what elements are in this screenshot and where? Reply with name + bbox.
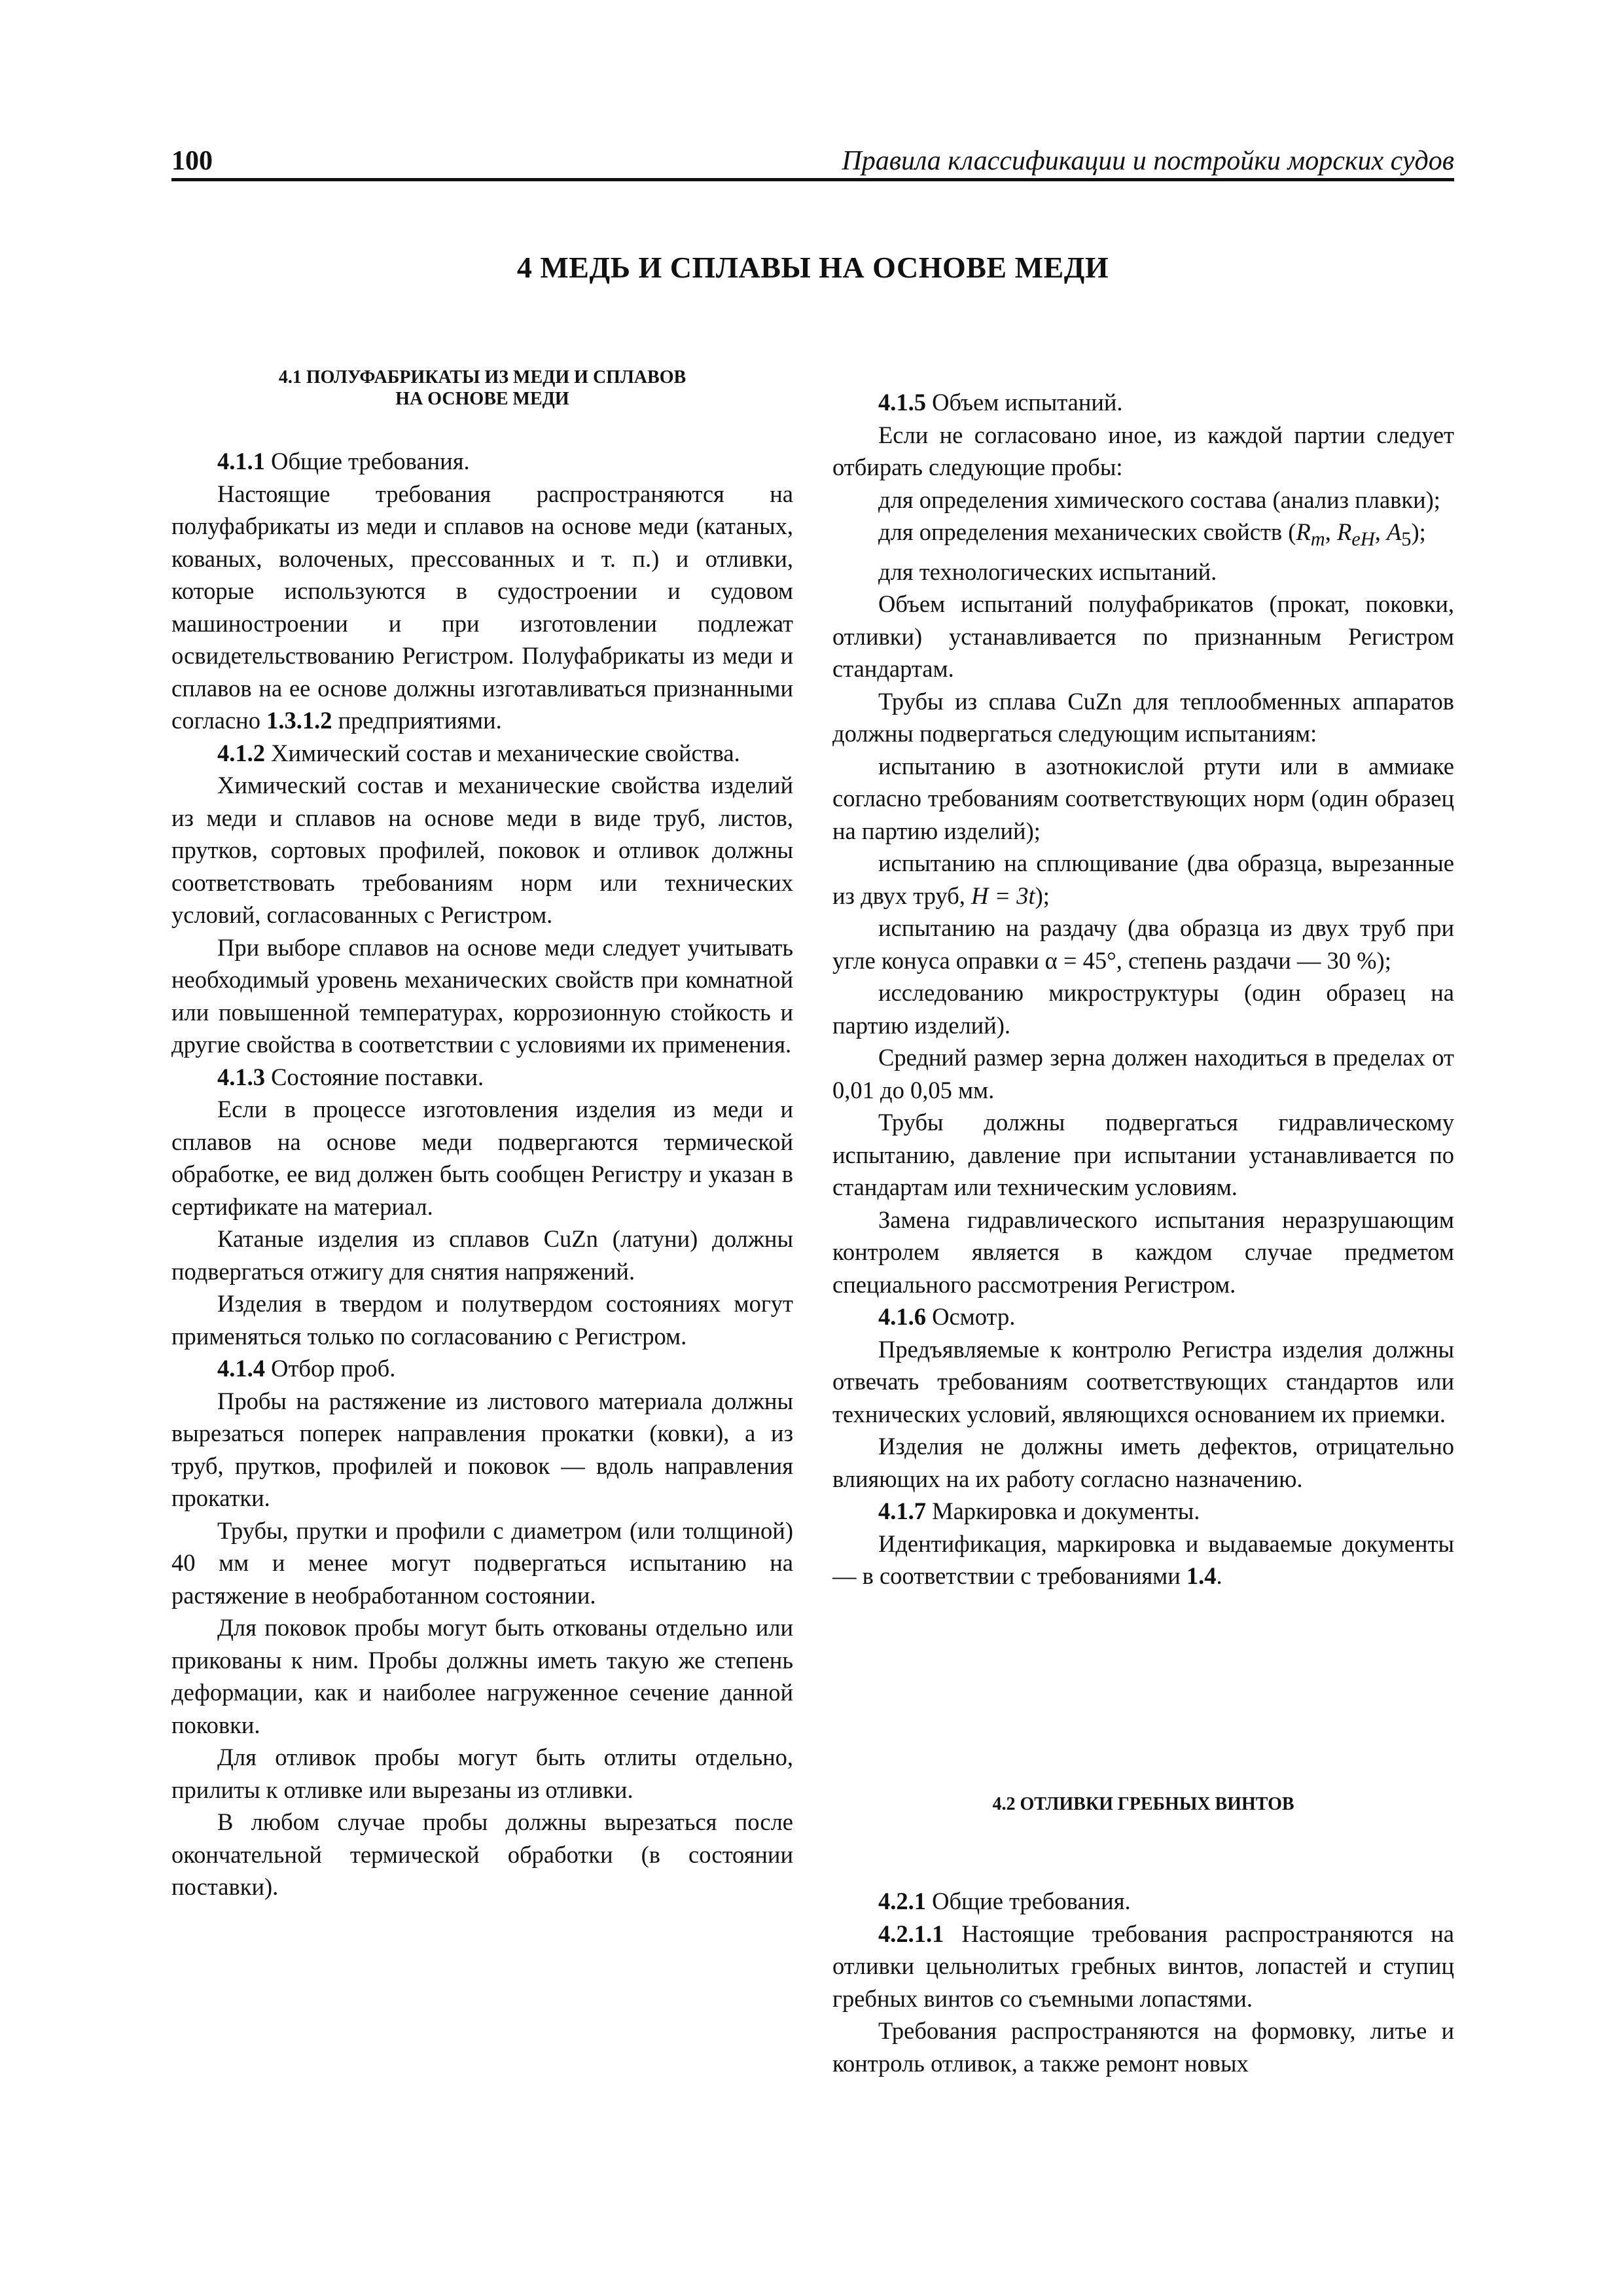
cross-reference: 1.4 <box>1186 1562 1217 1590</box>
paragraph: При выборе сплавов на основе меди следует учитывать необходимый уровень механических свойств при комнатной или повышенной температурах, коррозионную стойкость и другие свойства в соответствии с условиями их применения. <box>171 933 793 1058</box>
paragraph <box>832 912 1454 977</box>
right-column-bottom <box>832 1885 1454 2079</box>
heading-4-1-5 <box>832 386 1454 419</box>
clause-title: Химический состав и механические свойства. <box>271 739 740 766</box>
clause-title: Общие требования. <box>932 1888 1131 1914</box>
text: испытанию на сплющивание (два образца, вырезанные из двух труб, <box>832 850 1454 909</box>
symbol-subscript: 5 <box>1401 528 1412 550</box>
paragraph: Для поковок пробы могут быть откованы отдельно или прикованы к ним. Пробы должны иметь такую же степень деформации, как и наиболее нагруженное сечение данной поковки. <box>171 1614 793 1738</box>
paragraph: Изделия не должны иметь дефектов, отрицательно влияющих на их работу согласно назначению. <box>832 1433 1454 1492</box>
heading-4-1-2 <box>171 737 793 770</box>
clause-number: 4.1.6 <box>878 1303 926 1331</box>
paragraph: для технологических испытаний. <box>878 558 1217 585</box>
paragraph: Катаные изделия из сплавов CuZn (латуни) должны подвергаться отжигу для снятия напряжений. <box>171 1225 793 1285</box>
clause-title: Состояние поставки. <box>271 1063 484 1090</box>
text: Идентификация, маркировка и выдаваемые документы — в соответствии с требованиями <box>832 1530 1454 1590</box>
paragraph: Средний размер зерна должен находиться в пределах от 0,01 до 0,05 мм. <box>832 1044 1454 1103</box>
symbol-subscript: eH <box>1351 528 1375 550</box>
paragraph: Требования распространяются на формовку, литье и контроль отливок, а также ремонт новых <box>832 2017 1454 2077</box>
paragraph: Замена гидравлического испытания неразрушающим контролем является в каждом случае предметом специального рассмотрения Регистром. <box>832 1206 1454 1298</box>
clause-number: 4.1.3 <box>217 1063 265 1090</box>
paragraph <box>832 1918 1454 2015</box>
symbol-reh: R <box>1336 518 1352 545</box>
paragraph: исследованию микроструктуры (один образец на партию изделий). <box>832 979 1454 1039</box>
formula: H = 3t <box>971 882 1035 909</box>
clause-number: 4.1.4 <box>217 1355 265 1382</box>
clause-number: 4.1.7 <box>878 1498 926 1525</box>
heading-4-1-4 <box>171 1352 793 1385</box>
paragraph: Трубы должны подвергаться гидравлическому испытанию, давление при испытании устанавливается по стандартам или техническим условиям. <box>832 1109 1454 1201</box>
text: Настоящие требования распространяются на полуфабрикаты из меди и сплавов на основе меди (катаных, кованых, волоченых, прессованных и т. п.) и отливки, которые используются в судостроении и судовом машиностроении и при изготовлении подлежат освидетельствованию Регистром. Полуфабрикаты из меди и сплавов на ее основе должны изготавливаться признанными согласно <box>171 480 793 734</box>
section-title-line: 4.1 ПОЛУФАБРИКАТЫ ИЗ МЕДИ И СПЛАВОВ <box>278 367 687 387</box>
page-header <box>171 145 1454 178</box>
symbol-rm: R <box>1296 518 1311 545</box>
formula: α = 45° <box>1044 946 1116 974</box>
clause-number: 4.2.1 <box>878 1888 926 1914</box>
text: для определения механических свойств ( <box>878 518 1296 545</box>
clause-number: 4.2.1.1 <box>878 1920 944 1947</box>
header-rule <box>171 178 1454 181</box>
chapter-title: 4 МЕДЬ И СПЛАВЫ НА ОСНОВЕ МЕДИ <box>516 251 1109 284</box>
section-title-line: НА ОСНОВЕ МЕДИ <box>395 389 569 409</box>
cross-reference: 1.3.1.2 <box>266 707 332 734</box>
paragraph: для определения химического состава (анализ плавки); <box>878 486 1440 513</box>
paragraph: Изделия в твердом и полутвердом состояниях могут применяться только по согласованию с Регистром. <box>171 1290 793 1350</box>
symbol-a5: A <box>1386 518 1402 545</box>
page-number: 100 <box>171 146 213 176</box>
text: Настоящие требования распространяются на отливки цельнолитых гребных винтов, лопастей и ступиц гребных винтов со съемными лопастями. <box>832 1920 1454 2012</box>
symbol-subscript: m <box>1310 528 1325 550</box>
paragraph: Для отливок пробы могут быть отлиты отдельно, прилиты к отливке или вырезаны из отливки. <box>171 1744 793 1803</box>
heading-4-1-6 <box>832 1300 1454 1333</box>
text: . <box>1216 1562 1222 1590</box>
clause-number: 4.1.2 <box>217 739 265 766</box>
text: предприятиями. <box>338 707 502 734</box>
paragraph: Предъявляемые к контролю Регистра изделия должны отвечать требованиям соответствующих стандартов или технических условий, являющихся основанием их приемки. <box>832 1335 1454 1427</box>
paragraph: Объем испытаний полуфабрикатов (прокат, поковки, отливки) устанавливается по признанным Регистром стандартам. <box>832 590 1454 683</box>
paragraph: Пробы на растяжение из листового материала должны вырезаться поперек направления прокатки (ковки), а из труб, прутков, профилей и поковок — вдоль направления прокатки. <box>171 1387 793 1511</box>
paragraph: испытанию в азотнокислой ртути или в аммиаке согласно требованиям соответствующих норм (один образец на партию изделий); <box>832 752 1454 844</box>
paragraph <box>171 478 793 737</box>
paragraph: Если не согласовано иное, из каждой партии следует отбирать следующие пробы: <box>832 421 1454 480</box>
paragraph: Химический состав и механические свойства изделий из меди и сплавов на основе меди в виде труб, листов, прутков, сортовых профилей, поковок и отливок должны соответствовать требованиям норм или технических условий, согласованных с Регистром. <box>171 772 793 928</box>
clause-number: 4.1.1 <box>217 448 265 475</box>
text: , <box>1374 518 1387 545</box>
heading-4-2-1 <box>832 1885 1454 1918</box>
running-title: Правила классификации и постройки морских судов <box>842 146 1454 176</box>
paragraph: Трубы из сплава CuZn для теплообменных аппаратов должны подвергаться следующим испытаниям: <box>832 687 1454 747</box>
text: ); <box>1035 882 1050 909</box>
text: , степень раздачи — 30 %); <box>1116 946 1391 974</box>
clause-title: Маркировка и документы. <box>932 1498 1200 1525</box>
heading-4-1-1 <box>171 445 793 478</box>
clause-number: 4.1.5 <box>878 389 926 416</box>
clause-title: Объем испытаний. <box>932 389 1123 416</box>
heading-4-1-3 <box>171 1061 793 1094</box>
clause-title: Общие требования. <box>271 448 470 475</box>
section-title-4-2: 4.2 ОТЛИВКИ ГРЕБНЫХ ВИНТОВ <box>992 1794 1294 1814</box>
paragraph <box>832 516 1454 556</box>
text: , <box>1325 518 1337 545</box>
paragraph: В любом случае пробы должны вырезаться после окончательной термической обработки (в состоянии поставки). <box>171 1808 793 1900</box>
left-column-body <box>171 445 793 1903</box>
right-column-top <box>832 386 1454 1592</box>
paragraph: Трубы, прутки и профили с диаметром (или толщиной) 40 мм и менее могут подвергаться испытанию на растяжение в необработанном состоянии. <box>171 1516 793 1609</box>
clause-title: Отбор проб. <box>271 1355 396 1382</box>
paragraph: Если в процессе изготовления изделия из меди и сплавов на основе меди подвергаются термической обработке, ее вид должен быть сообщен Регистру и указан в сертификате на материал. <box>171 1096 793 1220</box>
section-title-4-1 <box>171 367 793 410</box>
text: испытанию на раздачу (два образца из двух труб при угле конуса оправки <box>832 914 1454 974</box>
paragraph <box>832 1528 1454 1592</box>
paragraph <box>832 847 1454 912</box>
text: ); <box>1411 518 1426 545</box>
clause-title: Осмотр. <box>932 1303 1016 1331</box>
heading-4-1-7 <box>832 1495 1454 1528</box>
